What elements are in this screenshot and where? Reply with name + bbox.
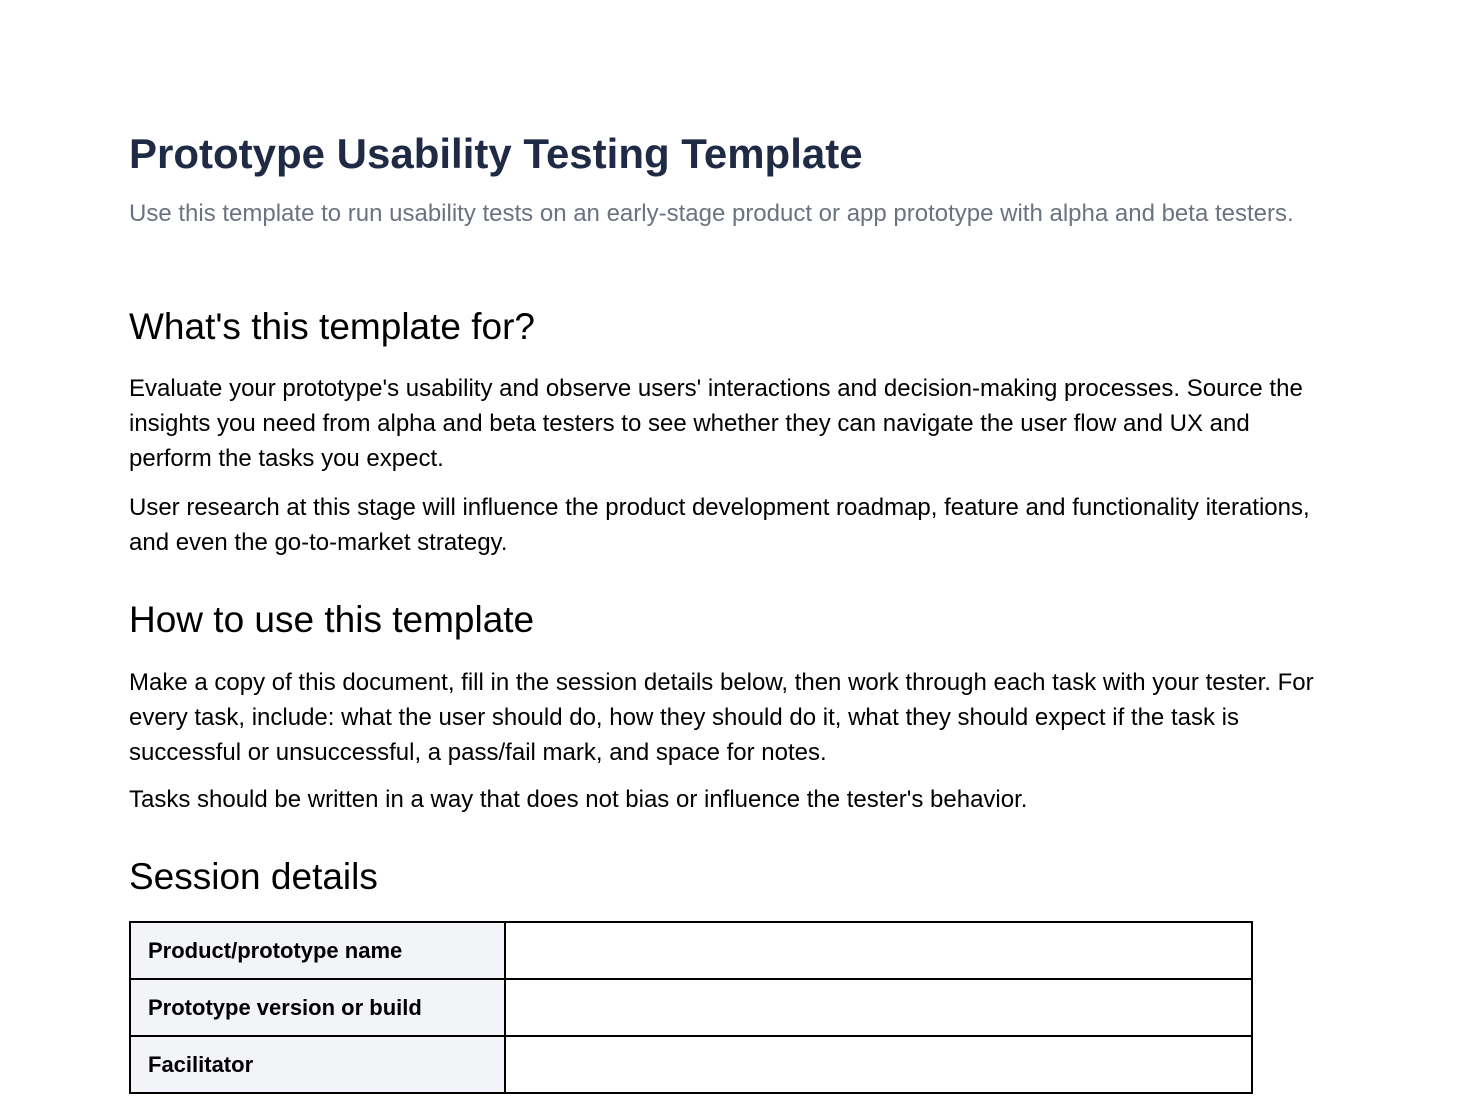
row-value-product-name[interactable] [505,922,1252,979]
how-to-use-paragraph-1: Make a copy of this document, fill in the session details below, then work through each task with your tester. For every task, include: what the user should do, how they should do it, what they should expect if the task is successful or unsuccessful, a pass/fail mark, and space for notes. [129,669,1314,766]
whats-for-paragraph-2: User research at this stage will influence the product development roadmap, feature and functionality iterations, and even the go-to-market strategy. [129,494,1310,556]
table-row [130,1036,1252,1093]
row-label-facilitator: Facilitator [130,1036,505,1093]
section-heading-session-details: Session details [129,856,378,897]
row-label-product-name: Product/prototype name [130,922,505,979]
document-title: Prototype Usability Testing Template [129,130,863,177]
row-value-facilitator[interactable] [505,1036,1252,1093]
whats-for-paragraph-1: Evaluate your prototype's usability and observe users' interactions and decision-making processes. Source the insights you need from alpha and beta testers to see whether they can navigate the user flow and UX and perform the tasks you expect. [129,375,1303,472]
section-heading-whats-for: What's this template for? [129,306,536,347]
row-value-prototype-version[interactable] [505,979,1252,1036]
session-details-table [129,921,1253,1094]
row-label-prototype-version: Prototype version or build [130,979,505,1036]
table-row [130,922,1252,979]
document-subtitle: Use this template to run usability tests on an early-stage product or app prototype with alpha and beta testers. [129,200,1294,227]
how-to-use-paragraph-2: Tasks should be written in a way that does not bias or influence the tester's behavior. [129,786,1028,813]
table-row [130,979,1252,1036]
section-heading-how-to-use: How to use this template [129,599,535,640]
